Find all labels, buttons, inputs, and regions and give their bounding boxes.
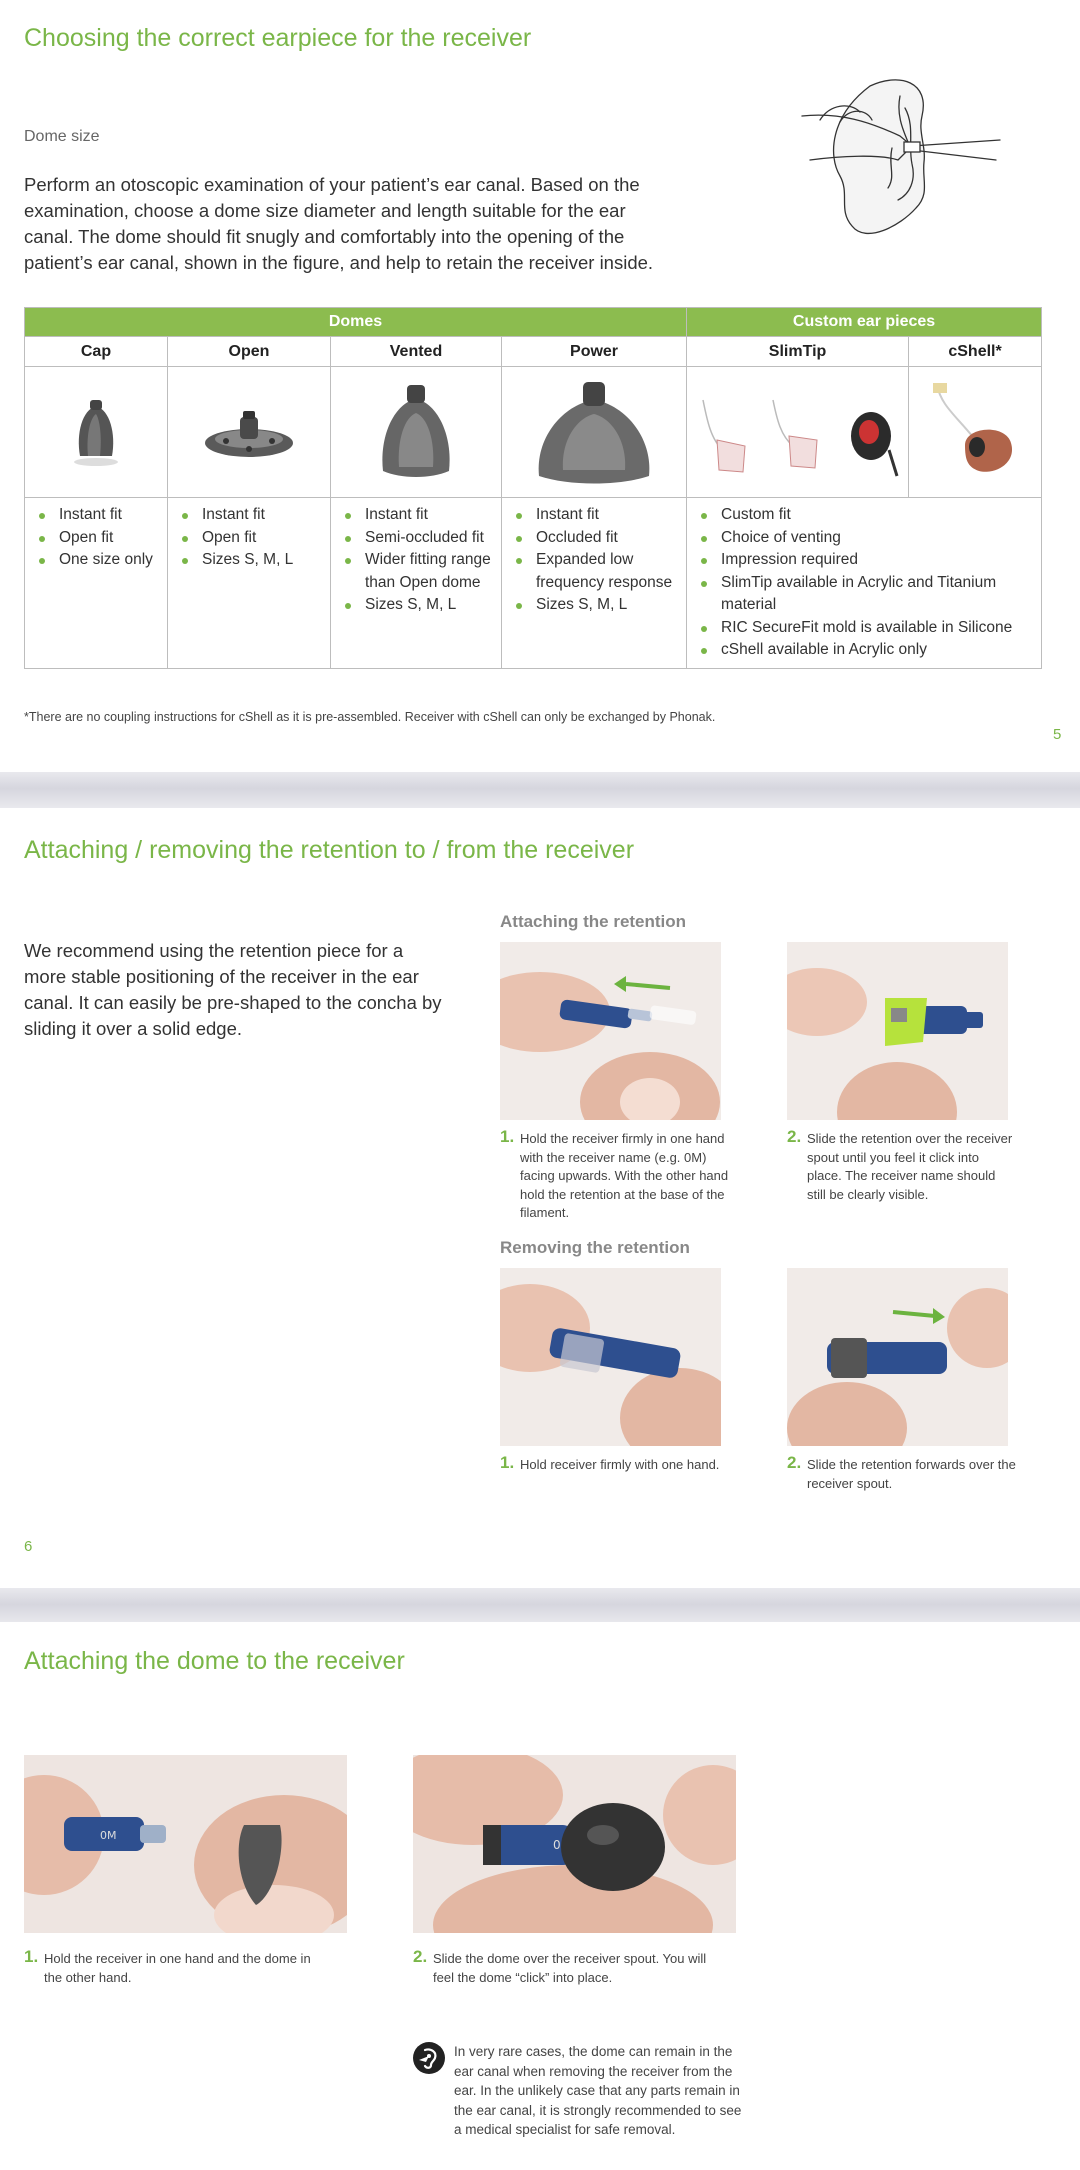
section-subhead: Dome size [24,128,100,145]
column-header-slimtip: SlimTip [687,337,909,367]
page-retention [0,808,1080,1588]
warning-note: In very rare cases, the dome can remain in the ear canal when removing the receiver from the ear. In the unlikely case that any parts remain in the ear canal, it is strongly recommended to see a medical specialist for safe removal. [454,2044,742,2137]
cap-dome-image [25,367,168,498]
group-header-domes: Domes [25,308,687,337]
step-text: Hold the receiver firmly in one hand with the receiver name (e.g. 0M) facing upwards. With the other hand hold the retention at the base of the filament. [520,1131,729,1220]
page-title: Attaching the dome to the receiver [24,1647,405,1675]
slimtip-image [687,367,909,498]
step-text: Slide the retention over the receiver spout until you feel it click into place. The receiver name should still be clearly visible. [807,1131,1013,1202]
list-item: Impression required [697,549,1033,572]
list-item: Instant fit [178,504,322,527]
custom-features [687,498,1042,669]
step-text: Hold receiver firmly with one hand. [520,1457,720,1472]
list-item: RIC SecureFit mold is available in Silicone [697,617,1033,640]
group-header-custom: Custom ear pieces [687,308,1042,337]
list-item: Sizes S, M, L [512,594,678,617]
dome-step1-photo [24,1755,347,1933]
page-number: 6 [24,1538,33,1555]
attach-step1-caption [500,1127,730,1223]
remove-step2-caption [787,1453,1017,1493]
list-item: Semi-occluded fit [341,527,493,550]
list-item: Instant fit [512,504,678,527]
list-item: Wider fitting range than Open dome [341,549,493,594]
intro-paragraph: We recommend using the retention piece for a more stable positioning of the receiver in the ear canal. It can easily be pre-shaped to the concha by sliding it over a solid edge. [24,940,442,1039]
list-item: Open fit [178,527,322,550]
dome-step2-photo [413,1755,736,1933]
step-text: Hold the receiver in one hand and the dome in the other hand. [44,1951,311,1985]
power-features [502,498,687,669]
open-features [168,498,331,669]
dome-step1-caption [24,1947,324,1987]
attach-step2-caption [787,1127,1017,1204]
remove-step1-photo [500,1268,721,1446]
step-number: 2. [413,1947,428,1966]
earpiece-comparison-table [24,307,1042,669]
step-text: Slide the retention forwards over the receiver spout. [807,1457,1016,1491]
remove-retention-heading: Removing the retention [500,1238,690,1257]
vented-dome-image [331,367,502,498]
remove-step2-photo [787,1268,1008,1446]
step-number: 2. [787,1127,802,1146]
cap-features [25,498,168,669]
list-item: Custom fit [697,504,1033,527]
cshell-image [909,367,1042,498]
list-item: Sizes S, M, L [341,594,493,617]
list-item: One size only [35,549,159,572]
intro-paragraph: Perform an otoscopic examination of your patient’s ear canal. Based on the examination, choose a dome size diameter and length suitable for the ear canal. The dome should fit snugly and comfortably into the opening of the patient’s ear canal, shown in the figure, and help to retain the receiver inside. [24,174,654,273]
footnote: *There are no coupling instructions for cShell as it is pre-assembled. Receiver with cShell can only be exchanged by Phonak. [24,710,716,724]
attach-retention-heading: Attaching the retention [500,912,687,931]
step-number: 1. [24,1947,39,1966]
page-number: 5 [1053,726,1062,743]
page-divider [0,772,1080,808]
list-item: Instant fit [341,504,493,527]
attach-step1-photo [500,942,721,1120]
page-divider [0,1588,1080,1624]
ear-warning-icon [413,2042,445,2074]
list-item: Occluded fit [512,527,678,550]
list-item: Choice of venting [697,527,1033,550]
column-header-cshell: cShell* [909,337,1042,367]
column-header-open: Open [168,337,331,367]
column-header-vented: Vented [331,337,502,367]
page-title: Attaching / removing the retention to / from the receiver [24,836,635,864]
step-number: 1. [500,1453,515,1472]
list-item: Sizes S, M, L [178,549,322,572]
svg-text:0: 0 [553,1838,561,1852]
step-text: Slide the dome over the receiver spout. You will feel the dome “click” into place. [433,1951,707,1985]
vented-features [331,498,502,669]
list-item: Open fit [35,527,159,550]
page-title: Choosing the correct earpiece for the receiver [24,24,532,52]
svg-text:0M: 0M [100,1829,117,1842]
remove-step1-caption [500,1453,740,1475]
step-number: 2. [787,1453,802,1472]
ear-examination-illustration [800,76,1010,246]
step-number: 1. [500,1127,515,1146]
open-dome-image [168,367,331,498]
column-header-power: Power [502,337,687,367]
dome-step2-caption [413,1947,713,1987]
list-item: SlimTip available in Acrylic and Titanium material [697,572,1033,617]
page-choosing-earpiece [0,0,1080,772]
list-item: Expanded low frequency response [512,549,678,594]
attach-step2-photo [787,942,1008,1120]
page-attach-dome [0,1622,1080,2170]
power-dome-image [502,367,687,498]
list-item: cShell available in Acrylic only [697,639,1033,662]
column-header-cap: Cap [25,337,168,367]
list-item: Instant fit [35,504,159,527]
